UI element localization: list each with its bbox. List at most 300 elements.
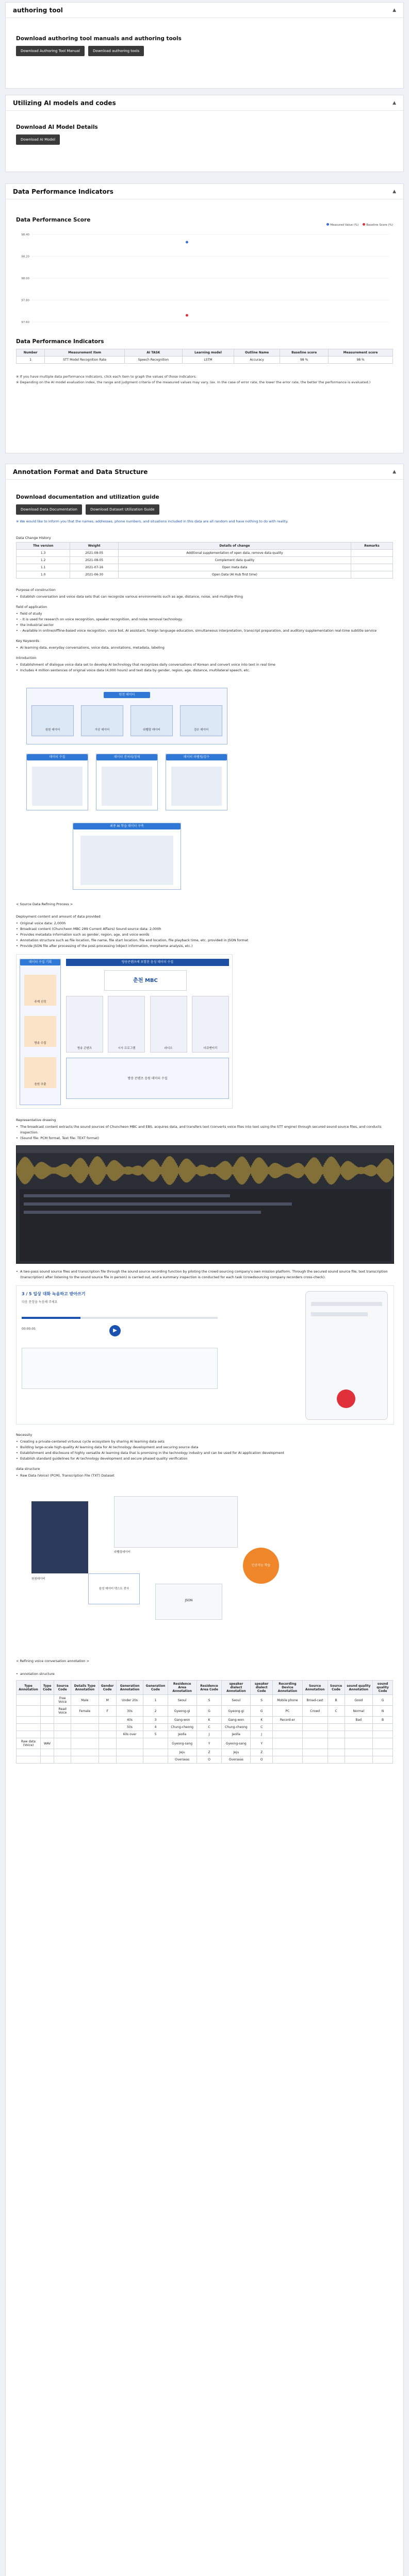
- table-cell: Gang-won: [222, 1717, 251, 1724]
- table-header-cell: Measurement Item: [45, 349, 125, 357]
- list-item: • A two-pass sound source files and transcription file through the sound source recording function by piloting the crowd sourcing company's own mission platform. Through the secured sound source file, text transcription (transcription) after listening to the sound source file in person) is carried out, and a summary inspection is conducted for each task (crowdsourcing company recorders cross-check).: [16, 1269, 393, 1280]
- table-cell: [345, 1756, 372, 1764]
- collection-banner: 방송콘텐츠에 포함된 음성 데이터 수집: [66, 959, 229, 966]
- transcription-input[interactable]: [22, 1348, 218, 1389]
- table-cell: Female: [71, 1706, 99, 1717]
- table-cell: 5: [143, 1731, 168, 1738]
- table-row: [17, 557, 393, 564]
- table-cell: [40, 1749, 54, 1756]
- table-cell: [40, 1731, 54, 1738]
- structure-label: data structure: [16, 1467, 40, 1471]
- performance-header[interactable]: [6, 184, 403, 199]
- table-cell: Jeju: [222, 1749, 251, 1756]
- chart-legend: [326, 223, 393, 227]
- list-item: • AI learning data, everyday conversations, voice data, annotations, metadata, labeling: [16, 645, 393, 651]
- table-cell: Mobile phone: [273, 1695, 303, 1706]
- table-cell: Gyeong-sang: [168, 1738, 197, 1749]
- table-header-cell: Weight: [70, 543, 119, 550]
- table-row: [17, 1749, 393, 1756]
- fig1-screenshot: [102, 767, 152, 806]
- table-cell: Gang-won: [168, 1717, 197, 1724]
- table-cell: [351, 550, 392, 557]
- fig3-caption: < Refining voice conversation annotation >: [16, 1659, 90, 1663]
- table-cell: Read Voice: [54, 1706, 71, 1717]
- table-cell: Broad-cast: [302, 1695, 328, 1706]
- list-item: • The broadcast content extracts the sound sources of Chuncheon MBC and EBS, acquires data, and transfers text (converts voice files into text using the STT engine) through secured sound source files, and conducts inspection.: [16, 1124, 393, 1136]
- table-cell: [116, 1749, 143, 1756]
- recording-progress-track[interactable]: [22, 1317, 218, 1319]
- table-cell: N: [373, 1706, 393, 1717]
- table-cell: 1.0: [17, 571, 70, 579]
- ai-models-panel: [5, 95, 404, 172]
- collection-plan-box: [20, 959, 61, 1105]
- download-authoring-tools-button[interactable]: Download authoring tools: [88, 46, 144, 56]
- legend-measured: Measured Value (%): [326, 223, 358, 227]
- random-data-note: ※ We would like to inform you that the names, addresses, phone numbers, and situations included in this data are all random and have nothing to do with reality.: [16, 519, 288, 523]
- table-cell: Jeolla: [222, 1731, 251, 1738]
- performance-header-title: Data Performance Indicators: [13, 188, 113, 195]
- table-header-cell: Remarks: [351, 543, 392, 550]
- table-cell: [71, 1724, 99, 1731]
- table-cell: 98 %: [329, 357, 393, 364]
- editor-toolbar: [17, 1146, 394, 1153]
- table-header-cell: speaker dialect Code: [251, 1681, 273, 1695]
- table-cell: Overseas: [168, 1756, 197, 1764]
- table-cell: Seoul: [168, 1695, 197, 1706]
- table-cell: [345, 1731, 372, 1738]
- table-cell: 2021-06-30: [70, 571, 119, 579]
- legend-baseline: Baseline Score (%): [363, 223, 393, 227]
- play-icon[interactable]: ▶: [109, 1325, 121, 1336]
- raw-data-label: 원천데이터: [31, 1578, 45, 1581]
- list-item: • field of study: [16, 611, 393, 617]
- waveform-display: [17, 1155, 394, 1186]
- table-cell: [302, 1756, 328, 1764]
- table-cell: [373, 1731, 393, 1738]
- table-header-cell: Details of change: [118, 543, 351, 550]
- table-cell: Z: [251, 1749, 273, 1756]
- ai-models-header[interactable]: [6, 95, 403, 111]
- change-history-table: [16, 542, 393, 579]
- recording-title: 3 / 5 일상 대화 녹음하고 받아쓰기: [22, 1292, 86, 1296]
- table-header-cell: Baseline score: [280, 349, 329, 357]
- table-cell: O: [197, 1756, 222, 1764]
- table-cell: [99, 1749, 116, 1756]
- content-card: 라디오: [150, 996, 187, 1053]
- table-cell: [273, 1738, 303, 1749]
- table-cell: 2021-08-05: [70, 550, 119, 557]
- fig1-mid-card: [166, 754, 227, 810]
- phone-mockup: [305, 1291, 388, 1420]
- table-cell: Overseas: [222, 1756, 251, 1764]
- legend-dot-icon: [363, 223, 365, 226]
- voice-refining-figure: [16, 1486, 284, 1656]
- y-tick-label: 98.00: [21, 277, 29, 280]
- annotation-structure-heading: [16, 1671, 393, 1677]
- ai-learning-badge: 인공지능 학습: [243, 1548, 279, 1584]
- table-row: [17, 1738, 393, 1749]
- table-cell: LSTM: [182, 357, 234, 364]
- table-cell: K: [251, 1717, 273, 1724]
- phone-line: [311, 1302, 382, 1306]
- plan-item: 방송 수집: [24, 1016, 56, 1047]
- table-cell: [99, 1756, 116, 1764]
- annotation-header[interactable]: [6, 464, 403, 480]
- table-cell: [345, 1749, 372, 1756]
- list-item: • Includes 4 million sentences of original voice data (4,000 hours) and text data by gender, region, age, distance, multilateral speech, etc.: [16, 668, 393, 673]
- performance-table: [16, 349, 393, 364]
- purpose-list: [16, 594, 393, 600]
- table-cell: [345, 1724, 372, 1731]
- table-cell: [40, 1695, 54, 1706]
- fig1-top-label: 원천 데이터: [104, 692, 150, 698]
- table-cell: B: [328, 1695, 345, 1706]
- list-item: • Raw Data (Voice) (PCM), Transcription File (TXT) Dataset: [16, 1473, 393, 1479]
- table-cell: J: [251, 1731, 273, 1738]
- table-row: [17, 1756, 393, 1764]
- table-cell: G: [251, 1706, 273, 1717]
- table-cell: [273, 1731, 303, 1738]
- table-cell: [302, 1738, 328, 1749]
- table-cell: G: [197, 1706, 222, 1717]
- table-cell: [373, 1738, 393, 1749]
- purpose-label: Purpose of construction: [16, 588, 56, 592]
- refining-process-figure: [16, 683, 238, 899]
- table-header-cell: Gender Code: [99, 1681, 116, 1695]
- representative-label: Representative drawing: [16, 1118, 56, 1122]
- table-header-cell: sound quality Code: [373, 1681, 393, 1695]
- table-cell: Chung-cheong: [168, 1724, 197, 1731]
- deploy-label: Deployment content and amount of data provided: [16, 914, 101, 919]
- table-cell: STT Model Recognition Rate: [45, 357, 125, 364]
- list-item: • Provides metadata information such as gender, region, age, and voice words: [16, 932, 393, 938]
- field-list: [16, 611, 393, 634]
- table-cell: 1: [143, 1695, 168, 1706]
- table-cell: [273, 1749, 303, 1756]
- fig1-mid-label: 데이터 전처리/정제: [96, 754, 157, 760]
- recording-app-figure: [16, 1285, 394, 1425]
- necessity-label: Necessity: [16, 1433, 32, 1437]
- transcription-box: 음성 데이터 텍스트 전사: [88, 1573, 140, 1604]
- list-item: • Broadcast content (Chuncheon MBC 289 Current Affairs) Sound source data: 2,000h: [16, 926, 393, 932]
- change-history-label: Data Change History: [16, 536, 51, 540]
- phone-line: [311, 1312, 368, 1316]
- list-item: • Establish standard guidelines for AI technology development and secure phased quality verification: [16, 1456, 393, 1462]
- data-point-baseline[interactable]: [186, 314, 188, 317]
- table-cell: [373, 1756, 393, 1764]
- table-cell: 1.2: [17, 557, 70, 564]
- table-cell: [40, 1756, 54, 1764]
- table-cell: C: [328, 1706, 345, 1717]
- collection-cards: [66, 996, 229, 1053]
- list-item: • Establishment and disclosure of highly versatile AI learning data that is promising in the technology industry and can be used for AI application development: [16, 1450, 393, 1456]
- list-item: • Establishment of dialogue voice data set to develop AI technology that recognizes daily conversations of Korean and convert voice into text in real time: [16, 662, 393, 668]
- keyword-list: [16, 645, 393, 651]
- table-cell: Record-er: [273, 1717, 303, 1724]
- table-header-cell: Measurement score: [329, 349, 393, 357]
- table-row: [17, 1724, 393, 1731]
- table-cell: 1.1: [17, 564, 70, 571]
- table-cell: Additional supplementation of open data, remove data quality: [118, 550, 351, 557]
- table-cell: O: [251, 1756, 273, 1764]
- authoring-tool-title: Download authoring tool manuals and authoring tools: [16, 36, 182, 42]
- table-cell: 3: [143, 1717, 168, 1724]
- table-cell: [40, 1717, 54, 1724]
- table-cell: 2021-07-16: [70, 564, 119, 571]
- chevron-up-icon[interactable]: ▲: [392, 7, 396, 13]
- necessity-list: [16, 1439, 393, 1462]
- labeling-label: 라벨링데이터: [114, 1551, 130, 1554]
- performance-panel: [5, 183, 404, 453]
- plan-item: 주제 선정: [24, 975, 56, 1006]
- table-cell: [17, 1749, 41, 1756]
- list-item: • Original voice data: 2,000h: [16, 921, 393, 926]
- table-header-cell: Details Type Annotation: [71, 1681, 99, 1695]
- fig1-bottom-card: [73, 823, 181, 890]
- table-cell: [71, 1731, 99, 1738]
- list-item: • - It is used for research on voice recognition, speaker recognition, and noise removal technology.: [16, 617, 393, 622]
- table-header-cell: Number: [17, 349, 45, 357]
- json-box: JSON: [155, 1584, 222, 1620]
- table-cell: [17, 1731, 41, 1738]
- raw-data-screen: [31, 1501, 88, 1573]
- table-cell: 60s over: [116, 1731, 143, 1738]
- field-label: field of application: [16, 605, 47, 609]
- table-cell: [54, 1738, 71, 1749]
- table-cell: 50s: [116, 1724, 143, 1731]
- labeling-table-image: [114, 1496, 238, 1548]
- table-cell: [328, 1724, 345, 1731]
- fig1-caption: < Source Data Refining Process >: [16, 902, 73, 906]
- table-cell: Speech Recognition: [124, 357, 182, 364]
- authoring-tool-panel: [5, 2, 404, 89]
- table-header-cell: Source Annotation: [302, 1681, 328, 1695]
- fig1-mid-row: [26, 754, 227, 810]
- fig1-card: 가공 데이터: [81, 705, 123, 736]
- list-item: • (Sound file: PCM format, Text file: TEXT format): [16, 1136, 393, 1141]
- table-cell: [116, 1756, 143, 1764]
- performance-score-chart: [16, 229, 394, 330]
- authoring-tool-header-title: authoring tool: [13, 6, 63, 14]
- y-tick-label: 97.80: [21, 299, 29, 302]
- table-cell: [328, 1756, 345, 1764]
- table-cell: Normal: [345, 1706, 372, 1717]
- table-cell: Accuracy: [234, 357, 280, 364]
- table-cell: 30s: [116, 1706, 143, 1717]
- waveform-editor-figure: [16, 1145, 394, 1264]
- table-cell: [328, 1731, 345, 1738]
- plan-item: 음원 추출: [24, 1057, 56, 1088]
- collection-footer: 방송 콘텐츠 음원 데이터 수집: [66, 1058, 229, 1099]
- content-card: 시사 프로그램: [108, 996, 145, 1053]
- annotation-structure-label: • annotation structure: [16, 1671, 393, 1677]
- table-cell: [71, 1738, 99, 1749]
- list-item: • the industrial sector: [16, 622, 393, 628]
- table-cell: [351, 557, 392, 564]
- text-line: [24, 1202, 292, 1206]
- table-cell: Jeju: [168, 1749, 197, 1756]
- table-cell: [328, 1749, 345, 1756]
- chevron-up-icon[interactable]: ▲: [392, 469, 396, 474]
- table-cell: [345, 1738, 372, 1749]
- table-cell: Seoul: [222, 1695, 251, 1706]
- table-cell: Under 20s: [116, 1695, 143, 1706]
- table-cell: [302, 1717, 328, 1724]
- table-cell: M: [99, 1695, 116, 1706]
- table-cell: [17, 1724, 41, 1731]
- table-cell: [302, 1731, 328, 1738]
- table-cell: 4: [143, 1724, 168, 1731]
- table-cell: Open meta data: [118, 564, 351, 571]
- performance-score-title: Data Performance Score: [16, 217, 91, 223]
- table-cell: Open Data (AI Hub first time): [118, 571, 351, 579]
- table-cell: [99, 1724, 116, 1731]
- collection-plan-title: 데이터 수집 기획: [20, 959, 60, 965]
- text-line: [24, 1194, 230, 1197]
- table-cell: Y: [197, 1738, 222, 1749]
- table-cell: [302, 1724, 328, 1731]
- table-row: [17, 1706, 393, 1717]
- keyword-label: Key Keywords: [16, 639, 39, 643]
- table-header-cell: Generation Code: [143, 1681, 168, 1695]
- table-cell: 2: [143, 1706, 168, 1717]
- table-cell: G: [373, 1695, 393, 1706]
- annotation-header-title: Annotation Format and Data Structure: [13, 468, 148, 476]
- download-manual-button[interactable]: Download Authoring Tool Manual: [16, 46, 85, 56]
- table-cell: Bad: [345, 1717, 372, 1724]
- table-cell: Gyeong-gi: [168, 1706, 197, 1717]
- chevron-up-icon[interactable]: ▲: [392, 100, 396, 106]
- table-cell: C: [197, 1724, 222, 1731]
- content-card: 다큐멘터리: [192, 996, 229, 1053]
- intro-list: [16, 662, 393, 673]
- performance-indicators-title: Data Performance Indicators: [16, 338, 104, 345]
- table-cell: J: [197, 1731, 222, 1738]
- fig1-mid-card: [96, 754, 158, 810]
- table-header-cell: Type Annotation: [17, 1681, 41, 1695]
- table-cell: [71, 1717, 99, 1724]
- table-header-cell: The version: [17, 543, 70, 550]
- table-cell: Gyeong-sang: [222, 1738, 251, 1749]
- annotation-structure-table: [16, 1680, 393, 1764]
- table-cell: C: [251, 1724, 273, 1731]
- fig1-card: 검수 데이터: [180, 705, 222, 736]
- table-cell: Free Voice: [54, 1695, 71, 1706]
- table-cell: F: [99, 1706, 116, 1717]
- list-item: • Creating a private-centered virtuous cycle ecosystem by sharing AI learning data sets: [16, 1439, 393, 1445]
- table-cell: [302, 1749, 328, 1756]
- deploy-list: [16, 921, 393, 949]
- record-button-icon[interactable]: [337, 1389, 355, 1408]
- table-header-cell: Recording Device Annotation: [273, 1681, 303, 1695]
- table-cell: Complement data quality: [118, 557, 351, 564]
- table-header-cell: Learning model: [182, 349, 234, 357]
- fig1-card: 라벨링 데이터: [130, 705, 173, 736]
- table-cell: [328, 1738, 345, 1749]
- download-ai-model-button[interactable]: Download AI Model: [16, 134, 60, 145]
- table-header-cell: Source Code: [328, 1681, 345, 1695]
- data-point-measured[interactable]: [186, 241, 188, 244]
- performance-note-2: ※ Depending on the AI model evaluation index, the range and judgment criteria of the measured values may vary. (ex. In the case of error rate, the lower the error rate, the better the performance is evaluated.): [16, 380, 371, 384]
- table-cell: PC: [273, 1706, 303, 1717]
- table-cell: [54, 1724, 71, 1731]
- performance-chart-area: [16, 224, 393, 330]
- table-header-cell: Outline Name: [234, 349, 280, 357]
- table-cell: [143, 1756, 168, 1764]
- download-guide-button[interactable]: Download Dataset Utilization Guide: [86, 504, 159, 515]
- table-cell: [17, 1717, 41, 1724]
- table-cell: [40, 1724, 54, 1731]
- table-cell: [143, 1738, 168, 1749]
- table-cell: 40s: [116, 1717, 143, 1724]
- table-cell: B: [373, 1717, 393, 1724]
- chevron-up-icon[interactable]: ▲: [392, 189, 396, 194]
- fig1-mid-card: [26, 754, 88, 810]
- content-card: 방송 콘텐츠: [66, 996, 103, 1053]
- table-cell: 1.3: [17, 550, 70, 557]
- fig1-top-items: [31, 705, 222, 736]
- table-cell: S: [251, 1695, 273, 1706]
- download-documentation-button[interactable]: Download Data Documentation: [16, 504, 82, 515]
- table-header-cell: Residence Area Code: [197, 1681, 222, 1695]
- fig1-mid-label: 데이터 라벨링/검수: [166, 754, 227, 760]
- table-cell: WAV: [40, 1738, 54, 1749]
- table-row: [17, 571, 393, 579]
- table-cell: [54, 1749, 71, 1756]
- table-cell: [17, 1695, 41, 1706]
- y-tick-label: 97.60: [21, 321, 29, 324]
- legend-dot-icon: [326, 223, 329, 226]
- collection-figure: [16, 954, 233, 1109]
- fig1-bottom-label: 최종 AI 학습 데이터 구축: [73, 823, 181, 829]
- table-header-cell: Source Code: [54, 1681, 71, 1695]
- text-line: [24, 1211, 261, 1214]
- recording-time: 00:00:05: [22, 1327, 36, 1331]
- table-cell: [351, 564, 392, 571]
- table-cell: K: [197, 1717, 222, 1724]
- rep-list: [16, 1124, 393, 1141]
- authoring-tool-header[interactable]: [6, 3, 403, 18]
- fig1-screenshot: [171, 767, 222, 806]
- table-cell: [54, 1731, 71, 1738]
- table-cell: [373, 1724, 393, 1731]
- structure-list: [16, 1473, 393, 1479]
- annotation-panel: [5, 464, 404, 2576]
- waveform-path: [17, 1156, 394, 1185]
- table-cell: 98 %: [280, 357, 329, 364]
- table-cell: 1: [17, 357, 45, 364]
- table-cell: [99, 1717, 116, 1724]
- documentation-title: Download documentation and utilization guide: [16, 494, 159, 500]
- station-logo: 춘천 MBC: [104, 970, 187, 991]
- table-cell: [351, 571, 392, 579]
- table-cell: [373, 1749, 393, 1756]
- table-cell: S: [197, 1695, 222, 1706]
- table-cell: Gyeong-gi: [222, 1706, 251, 1717]
- fig1-card: 원천 데이터: [31, 705, 74, 736]
- table-cell: [116, 1738, 143, 1749]
- table-cell: Jeolla: [168, 1731, 197, 1738]
- table-cell: [99, 1738, 116, 1749]
- list-item: • Annotation structure such as file location, file name, file start location, file end location, file playback time, etc. provided in JSON format: [16, 938, 393, 943]
- table-row: [17, 550, 393, 557]
- intro-label: Introduction: [16, 656, 37, 660]
- y-tick-label: 98.40: [21, 233, 29, 236]
- table-cell: Male: [71, 1695, 99, 1706]
- table-cell: [54, 1756, 71, 1764]
- table-cell: Good: [345, 1695, 372, 1706]
- table-row: [17, 564, 393, 571]
